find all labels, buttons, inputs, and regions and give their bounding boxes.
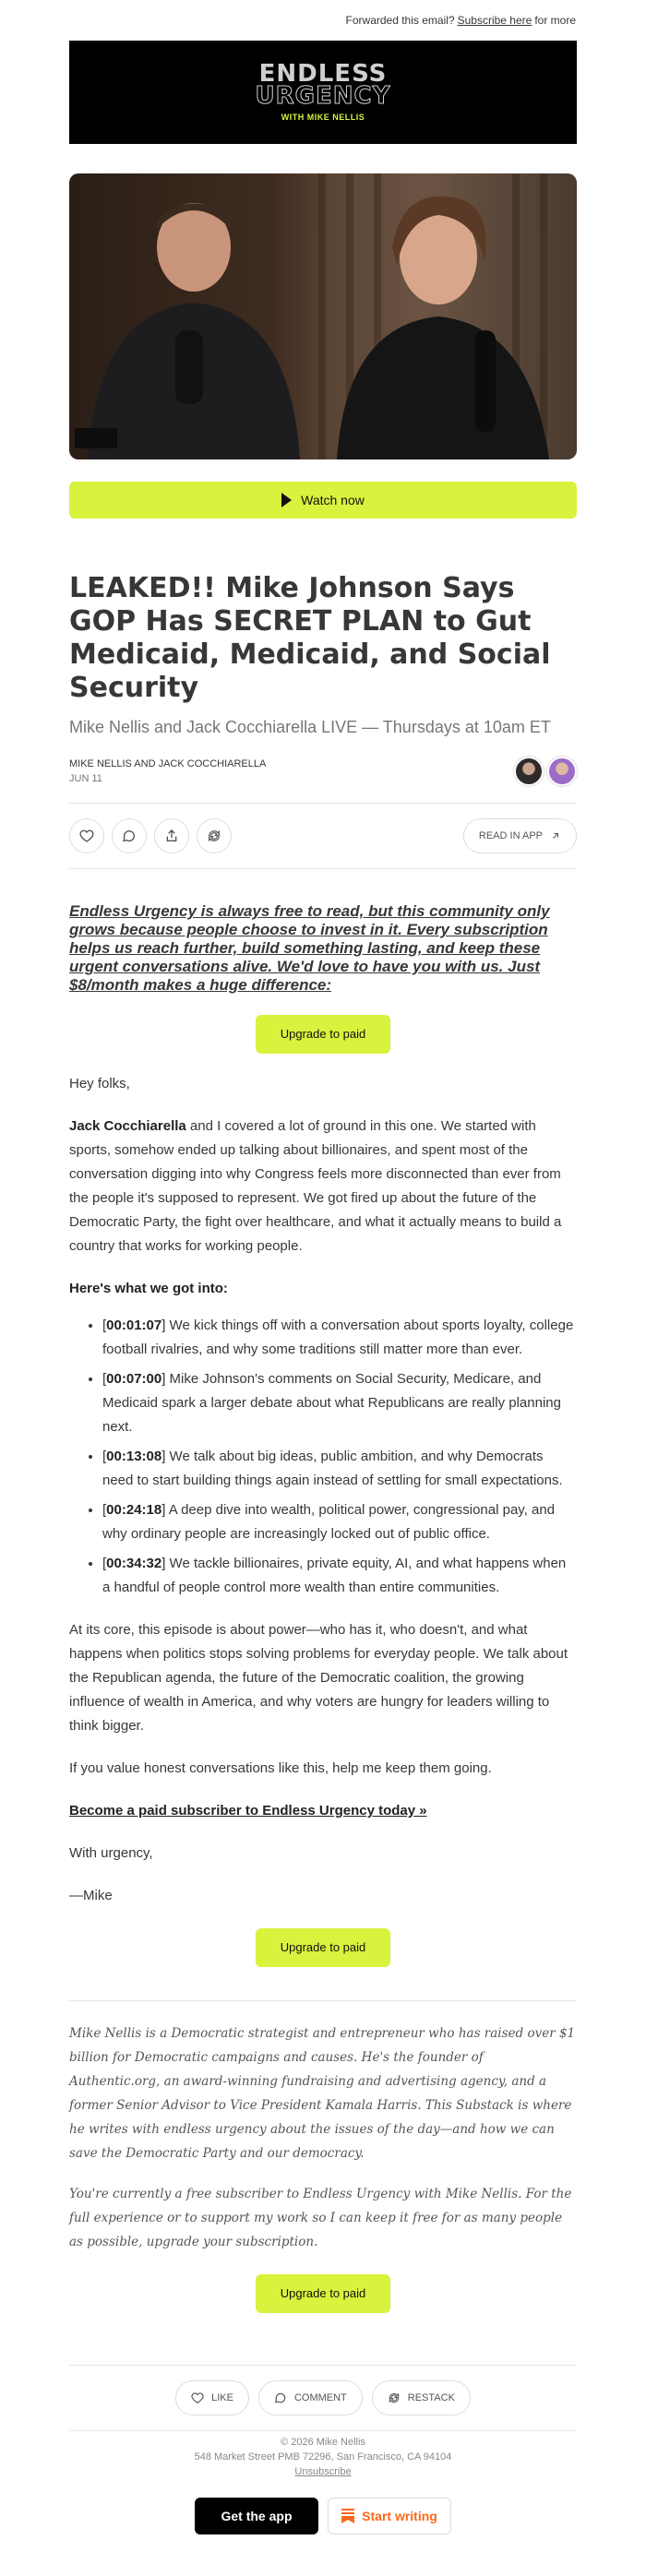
arrow-up-right-icon	[550, 830, 561, 841]
read-in-app-button[interactable]	[463, 818, 577, 853]
video-thumbnail[interactable]	[69, 173, 577, 459]
byline	[69, 757, 577, 786]
forward-prefix: Forwarded this email?	[345, 14, 455, 27]
post-actions	[69, 803, 577, 869]
avatar[interactable]	[514, 757, 544, 786]
play-icon	[281, 493, 292, 507]
substack-logo-icon	[341, 2509, 354, 2523]
timestamp-list	[69, 1314, 577, 1600]
like-button[interactable]	[69, 818, 104, 853]
author-names[interactable]: MIKE NELLIS AND JACK COCCHIARELLA	[69, 758, 267, 769]
forward-bar	[0, 0, 646, 41]
read-in-app-label: READ IN APP	[478, 830, 543, 841]
upgrade-button-bottom[interactable]: Upgrade to paid	[256, 2274, 390, 2313]
watch-now-label: Watch now	[301, 493, 365, 507]
unsubscribe-link[interactable]: Unsubscribe	[294, 2466, 352, 2477]
greeting: Hey folks,	[69, 1076, 130, 1091]
become-paid-link[interactable]: Become a paid subscriber to Endless Urgency today »	[69, 1803, 427, 1819]
share-button[interactable]	[154, 818, 189, 853]
list-item: • [00:34:32] We tackle billionaires, private equity, AI, and what happens when a handful of people control more wealth than entire communities.	[102, 1552, 577, 1600]
list-item: • [00:13:08] We talk about big ideas, public ambition, and why Democrats need to start building things again instead of settling for small expectations.	[102, 1445, 577, 1493]
footer-comment-button[interactable]: COMMENT	[258, 2380, 363, 2415]
value-paragraph: If you value honest conversations like this, help me keep them going.	[69, 1760, 492, 1776]
watch-now-button[interactable]	[69, 482, 577, 519]
signature: —Mike	[69, 1888, 113, 1903]
list-item: • [00:07:00] Mike Johnson's comments on Social Security, Medicare, and Medicaid spark a larger debate about what Republicans are really planning next.	[102, 1367, 577, 1439]
heart-icon	[191, 2391, 204, 2404]
footer-restack-button[interactable]: RESTACK	[372, 2380, 471, 2415]
logo-line2: URGENCY	[255, 82, 391, 110]
video-thumbnail-art	[69, 173, 577, 459]
post-title[interactable]: LEAKED!! Mike Johnson Says GOP Has SECRET PLAN to Gut Medicaid, Medicaid, and Social Security	[69, 572, 551, 704]
footer-info	[69, 2435, 577, 2479]
start-writing-button[interactable]: Start writing	[328, 2498, 451, 2534]
intro-text: and I covered a lot of ground in this one. We started with sports, somehow ended up talking about billionaires, and spent most of the conversation digging into why Congress feels more disconnected than ever from the people it's supposed to represent. We got fired up about the future of the Democratic Party, the fight over healthcare, and what it actually means to build a country that works for working people.	[69, 1118, 562, 1254]
subscription-note: You're currently a free subscriber to Endless Urgency with Mike Nellis. For the full experience or to support my work so I can keep it free for as many people as possible, upgrade your subscription.	[69, 2187, 572, 2249]
timestamp[interactable]: 00:07:00	[106, 1371, 162, 1387]
comment-icon	[122, 829, 137, 843]
copyright: © 2026 Mike Nellis	[281, 2437, 365, 2448]
heart-icon	[79, 829, 94, 843]
post-body	[69, 1072, 577, 1908]
avatar[interactable]	[547, 757, 577, 786]
author-avatars	[514, 757, 577, 786]
list-item: • [00:24:18] A deep dive into wealth, political power, congressional pay, and why ordinary people are increasingly locked out of public office.	[102, 1498, 577, 1546]
timestamp[interactable]: 00:34:32	[106, 1556, 162, 1571]
app-buttons	[69, 2498, 577, 2534]
footer-like-button[interactable]: LIKE	[175, 2380, 249, 2415]
restack-icon	[388, 2391, 401, 2404]
footer-actions	[69, 2365, 577, 2431]
publication-banner[interactable]	[69, 41, 577, 144]
restack-icon	[207, 829, 221, 843]
bio-paragraph: Mike Nellis is a Democratic strategist and entrepreneur who has raised over $1 billion for Democratic campaigns and causes. He's the founder of Authentic.org, an award-winning fundraising and advertising agency, and a former Senior Advisor to Vice President Kamala Harris. This Substack is where he writes with endless urgency about the issues of the day—and how we can save the Democratic Party and our democracy.	[69, 2026, 576, 2161]
intro-paragraph	[69, 1115, 577, 1258]
list-heading: Here's what we got into:	[69, 1281, 228, 1296]
timestamp[interactable]: 00:01:07	[106, 1318, 162, 1333]
share-icon	[164, 829, 179, 843]
upgrade-button-middle[interactable]: Upgrade to paid	[256, 1928, 390, 1967]
post-date: JUN 11	[69, 773, 102, 784]
author-bio	[69, 2000, 577, 2254]
signoff: With urgency,	[69, 1845, 153, 1861]
get-the-app-button[interactable]: Get the app	[195, 2498, 318, 2534]
forward-suffix: for more	[534, 14, 576, 27]
logo-line1: ENDLESS	[258, 60, 388, 88]
post-subtitle: Mike Nellis and Jack Cocchiarella LIVE — Thursdays at 10am ET	[69, 718, 551, 736]
comment-icon	[274, 2391, 287, 2404]
comment-button[interactable]	[112, 818, 147, 853]
timestamp[interactable]: 00:13:08	[106, 1449, 162, 1464]
restack-button[interactable]	[197, 818, 232, 853]
logo-subtitle: WITH MIKE NELLIS	[281, 113, 365, 122]
mailing-address: 548 Market Street PMB 72296, San Francisco, CA 94104	[194, 2451, 452, 2463]
subscribe-link[interactable]: Subscribe here	[457, 14, 532, 27]
guest-name: Jack Cocchiarella	[69, 1118, 186, 1134]
core-paragraph: At its core, this episode is about power—who has it, who doesn't, and what happens when politics stops solving problems for everyday people. We talk about the Republican agenda, the future of the Democratic coalition, the growing influence of wealth in America, and why voters are hungry for leaders willing to think bigger.	[69, 1622, 568, 1734]
promo-text[interactable]: Endless Urgency is always free to read, but this community only grows because people choose to invest in it. Every subscription helps us reach further, build something lasting, and keep these urgent conversations alive. We'd love to have you with us. Just $8/month makes a huge difference:	[69, 902, 550, 994]
list-item: • [00:01:07] We kick things off with a conversation about sports loyalty, college football rivalries, and why some traditions still matter more than ever.	[102, 1314, 577, 1362]
upgrade-button-top[interactable]: Upgrade to paid	[256, 1015, 390, 1054]
timestamp[interactable]: 00:24:18	[106, 1502, 162, 1518]
